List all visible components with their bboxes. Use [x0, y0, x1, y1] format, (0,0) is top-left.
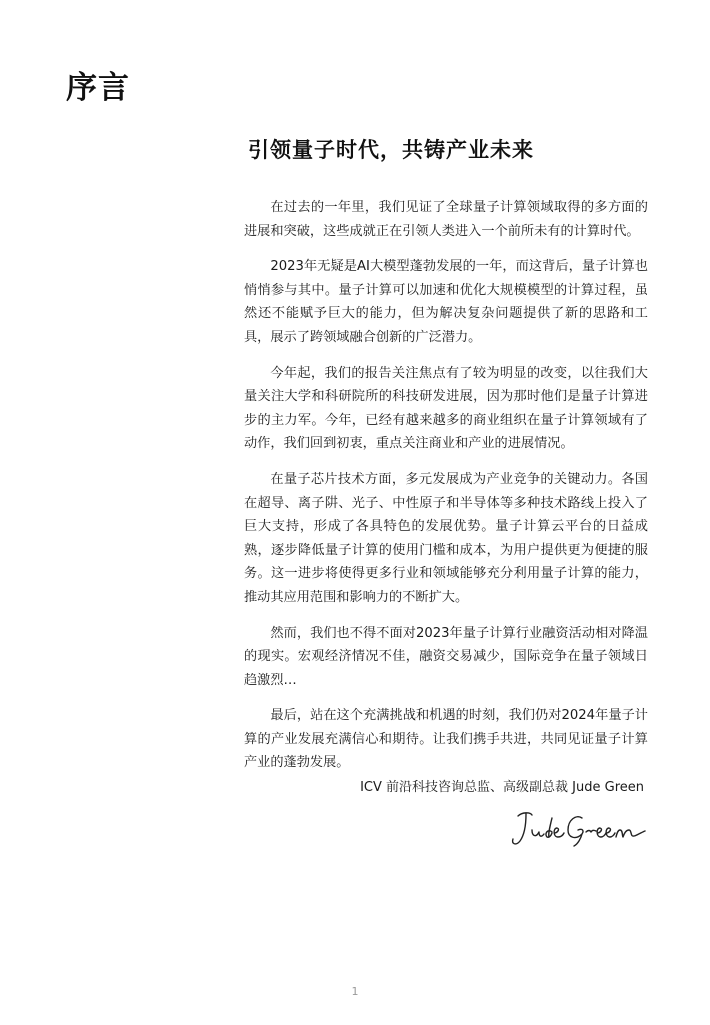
handwritten-signature [508, 806, 648, 850]
main-title: 引领量子时代，共铸产业未来 [248, 138, 534, 162]
paragraph: 今年起，我们的报告关注焦点有了较为明显的改变，以往我们大量关注大学和科研院所的科技研发进展，因为那时他们是量子计算进步的主力军。今年，已经有越来越多的商业组织在量子计算领域有了动作，我们回到初衷，重点关注商业和产业的进展情况。 [244, 365, 648, 452]
paragraph: 2023年无疑是AI大模型蓬勃发展的一年，而这背后，量子计算也悄悄参与其中。量子计算可以加速和优化大规模模型的计算过程，虽然还不能赋予巨大的能力，但为解决复杂问题提供了新的思路和工具，展示了跨领域融合创新的广泛潜力。 [244, 259, 648, 345]
body-text [244, 196, 648, 787]
signature-line: ICV 前沿科技咨询总监、高级副总裁 Jude Green [360, 780, 644, 795]
paragraph: 然而，我们也不得不面对2023年量子计算行业融资活动相对降温的现实。宏观经济情况不佳，融资交易减少，国际竞争在量子领域日趋激烈… [244, 625, 648, 688]
page-heading: 序言 [66, 70, 130, 106]
paragraph: 在量子芯片技术方面，多元发展成为产业竞争的关键动力。各国在超导、离子阱、光子、中性原子和半导体等多种技术路线上投入了巨大支持，形成了各具特色的发展优势。量子计算云平台的日益成熟，逐步降低量子计算的使用门槛和成本，为用户提供更为便捷的服务。这一进步将使得更多行业和领域能够充分利用量子计算的能力，推动其应用范围和影响力的不断扩大。 [244, 471, 648, 605]
paragraph: 在过去的一年里，我们见证了全球量子计算领域取得的多方面的进展和突破，这些成就正在引领人类进入一个前所未有的计算时代。 [244, 200, 648, 239]
paragraph: 最后，站在这个充满挑战和机遇的时刻，我们仍对2024年量子计算的产业发展充满信心和期待。让我们携手共进，共同见证量子计算产业的蓬勃发展。 [244, 708, 648, 771]
page-number: 1 [351, 985, 359, 998]
